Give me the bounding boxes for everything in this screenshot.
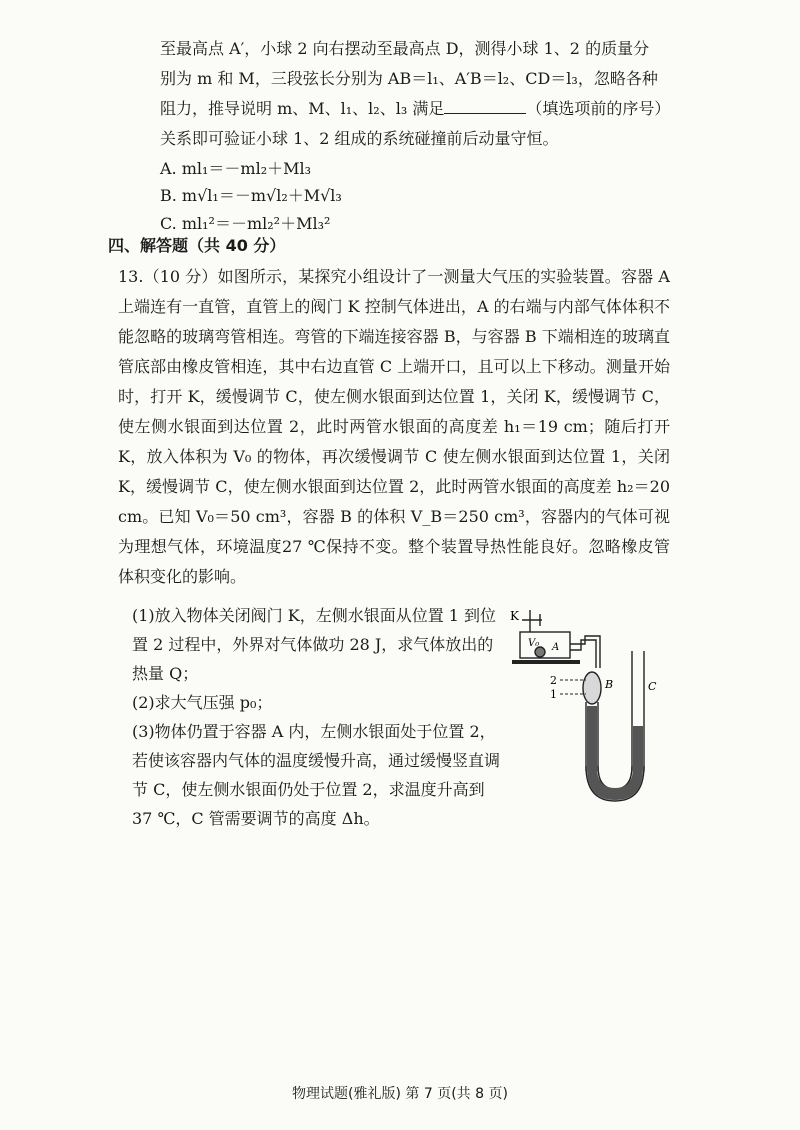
container-b-icon xyxy=(583,672,601,704)
intro-line-2: 别为 m 和 M，三段弦长分别为 AB＝l₁、A′B＝l₂、CD＝l₃，忽略各种 xyxy=(160,69,658,88)
v0-label: V₀ xyxy=(528,638,540,649)
question-13-sub-3: (3)物体仍置于容器 A 内，左侧水银面处于位置 2，若使该容器内气体的温度缓慢升高，通过缓慢竖直调节 C，使左侧水银面仍处于位置 2，求温度升高到 37 ℃，C 管需要调节的高度 Δh。 xyxy=(132,722,501,828)
section-title: 四、解答题（共 40 分） xyxy=(108,236,286,255)
intro-line-3 xyxy=(160,96,670,119)
apparatus-figure xyxy=(510,606,675,806)
a-label: A xyxy=(552,642,560,653)
page-footer: 物理试题(雅礼版) 第 7 页(共 8 页) xyxy=(292,1086,508,1102)
answer-blank[interactable] xyxy=(444,97,526,114)
intro-line-3-pre: 阻力，推导说明 m、M、l₁、l₂、l₃ 满足 xyxy=(160,99,445,118)
position-1-label: 1 xyxy=(550,688,557,701)
question-13-sub-1: (1)放入物体关闭阀门 K，左侧水银面从位置 1 到位置 2 过程中，外界对气体做功 28 J，求气体放出的热量 Q； xyxy=(132,606,497,683)
intro-line-3-post: （填选项前的序号） xyxy=(526,99,671,118)
valve-k-label: K xyxy=(510,609,519,623)
intro-line-4: 关系即可验证小球 1、2 组成的系统碰撞前后动量守恒。 xyxy=(160,129,559,148)
mercury-column xyxy=(587,706,643,800)
question-13-sub-2: (2)求大气压强 p₀； xyxy=(132,693,273,712)
option-b: B. m√l₁＝－m√l₂＋M√l₃ xyxy=(160,186,342,205)
c-label: C xyxy=(648,680,657,693)
position-2-label: 2 xyxy=(550,674,557,687)
question-13-text: 13.（10 分）如图所示，某探究小组设计了一测量大气压的实验装置。容器 A 上端连有一直管，直管上的阀门 K 控制气体进出，A 的右端与内部气体体积不能忽略的玻璃弯管相连。弯管的下端连接容器 B，与容器 B 下端相连的玻璃直管底部由橡皮管相连，其中右边直管 C 上端开口，且可以上下移动。测量开始时，打开 K，缓慢调节 C，使左侧水银面到达位置 1，关闭 K，缓慢调节 C，使左侧水银面到达位置 2，此时两管水银面的高度差 h₁＝19 cm；随后打开 K，放入体积为 V₀ 的物体，再次缓慢调节 C 使左侧水银面到达位置 1，关闭 K，缓慢调节 C，使左侧水银面到达位置 2，此时两管水银面的高度差 h₂＝20 cm。已知 V₀＝50 cm³，容器 B 的体积 V_B＝250 cm³，容器内的气体可视为理想气体，环境温度27 ℃保持不变。整个装置导热性能良好。忽略橡皮管体积变化的影响。 xyxy=(118,267,670,586)
option-a: A. ml₁＝－ml₂＋Ml₃ xyxy=(160,159,312,178)
option-c: C. ml₁²＝－ml₂²＋Ml₃² xyxy=(160,214,331,233)
b-label: B xyxy=(605,678,614,691)
intro-line-1: 至最高点 A′，小球 2 向右摆动至最高点 D，测得小球 1、2 的质量分 xyxy=(160,39,650,58)
